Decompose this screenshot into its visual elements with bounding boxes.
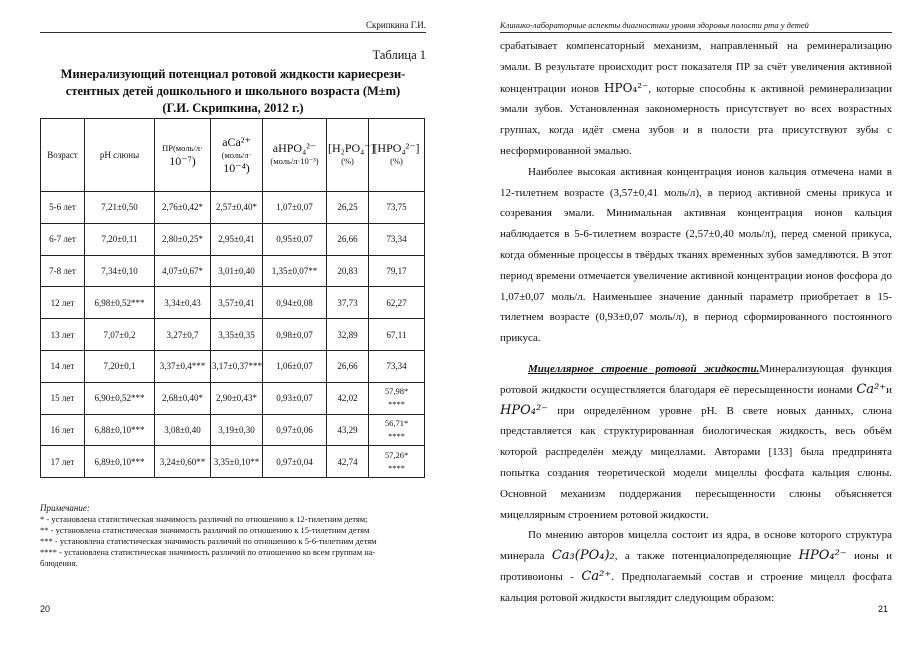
cell-h2po: 26,66 [327,350,369,382]
cell-hpo-value: 56,71* [384,417,409,428]
cell-pr: 4,07±0,67* [155,255,211,287]
notes-title: Примечание: [40,503,90,513]
p4-text-c: ионы и противоионы - [500,550,892,583]
table-title-line: стентных детей дошкольного и школьного возраста (M±m) [65,84,401,98]
cell-ph: 7,20±0,1 [85,350,155,382]
cell-aca: 2,57±0,40* [211,192,263,224]
header-hpo-main: [HPO₄²⁻] [373,141,420,155]
header-pr-main: ПР(моль/л· [162,143,203,153]
p4-text-a: По мнению авторов мицелла состоит из ядра, в основе которого структура минерала [500,529,892,563]
cell-pr: 2,68±0,40* [155,382,211,414]
table-header-row [41,119,425,192]
cell-aca: 3,17±0,37*** [211,350,263,382]
cell-ph: 7,21±0,50 [85,192,155,224]
p3-text-b: при определённом уровне рН. В свете новых данных, слюна представляется как структурированная биологическая жидкость, весь объём которой распределён между мицеллами. Авторами [133] была предпринята попытка создания теоретической модели мицеллы фосфата кальция слюны. Основной механизм поддержания пересыщенности слюны объясняется мицеллярным строением ротовой жидкости. [500,404,892,521]
cell-ahpo: 0,93±0,07 [263,382,327,414]
paragraph-2: Наиболее высокая активная концентрация ионов кальция отмечена нами в 12-тилетнем возрасте (3,57±0,41 моль/л), в период активной смены прикуса и созревания эмали. Минимальная активная концентрация ионов кальция наблюдается в 5-6-тилетнем возрасте (2,57±0,40 моль/л), перед сменой прикуса, когда обменные процессы в твёрдых тканях временных зубов замедляются. В этот период времени отмечается увеличение активной концентрации ионов фосфора до 1,07±0,07 моль/л. Наименьшее значение данный параметр приобретает в 15-тилетнем возрасте (0,93±0,07 моль/л), в период сформированного постоянного прикуса. [500,165,892,345]
p1-text-a: срабатывает компенсаторный механизм, направленный на реминерализацию эмали. В результате происходит рост показателя ПР за счёт увеличения активной концентрации ионов [500,40,892,95]
table-row [41,319,425,351]
cell-hpo: 73,34 [369,223,425,255]
table-title-line: (Г.И. Скрипкина, 2012 г.) [162,101,304,115]
cell-age: 7-8 лет [41,255,85,287]
cell-age: 13 лет [41,319,85,351]
body-text [500,36,892,609]
note-line: * - установлена статистическая значимость различий по отношению к 12-тилетним детям; [40,514,368,524]
cell-hpo-value: 57,98* [384,386,409,397]
cell-pr: 3,24±0,60** [155,446,211,478]
header-age: Возраст [41,119,85,192]
cell-h2po: 32,89 [327,319,369,351]
cell-age: 16 лет [41,414,85,446]
cell-h2po: 26,25 [327,192,369,224]
table-row [41,223,425,255]
cell-hpo-mark: **** [388,462,405,473]
ion-hpo4: HPO₄²⁻ [798,548,847,564]
cell-ph: 6,89±0,10*** [85,446,155,478]
note-line: **** - установлена статистическая значимость различий по отношению ко всем группам на- [40,547,376,557]
cell-hpo: 73,75 [369,192,425,224]
cell-ahpo: 1,35±0,07** [263,255,327,287]
header-ph: рН слюны [85,119,155,192]
paragraph-gap [500,349,892,359]
mineralizing-potential-table [40,118,425,478]
cell-hpo-value: 57,26* [384,449,409,460]
cell-ahpo: 1,06±0,07 [263,350,327,382]
ion-ca: Ca²⁺ [856,381,887,397]
header-h2po [327,119,375,192]
note-line: ** - установлена статистическая значимость различий по отношению к 15-тилетним детям [40,525,370,535]
cell-ph: 7,20±0,11 [85,223,155,255]
cell-hpo [369,382,425,414]
page-number-left: 20 [40,604,51,614]
cell-ahpo: 0,97±0,04 [263,446,327,478]
cell-aca: 3,57±0,41 [211,287,263,319]
table-row [41,192,425,224]
header-aca-main: aCa²⁺ [222,134,251,149]
cell-age: 15 лет [41,382,85,414]
header-ahpo-sub: (моль/л·10⁻³) [270,156,319,166]
cell-pr: 2,80±0,25* [155,223,211,255]
cell-ahpo: 0,94±0,08 [263,287,327,319]
cell-hpo-mark: **** [388,430,405,441]
header-pr-exp: 10⁻⁷) [169,154,196,168]
cell-hpo [369,446,425,478]
cell-ahpo: 1,07±0,07 [263,192,327,224]
running-head-right: Клинико-лабораторные аспекты диагностики уровня здоровья полости рта у детей [500,20,892,33]
ion-hpo4: HPO₄²⁻ [500,402,549,418]
p1-text-b: , которые способны к активной реминерализации эмали зубов. Установленная закономерность присутствует во всех возрастных группах, когда идёт смена зубов и в полости рта присутствуют зубы с несформированной эмалью. [500,82,892,157]
cell-age: 12 лет [41,287,85,319]
header-ahpo [263,119,327,192]
cell-pr: 3,08±0,40 [155,414,211,446]
cell-ph: 7,34±0,10 [85,255,155,287]
cell-hpo: 79,17 [369,255,425,287]
running-head-left: Скрипкина Г.И. [40,20,426,33]
note-line: блюдения. [40,558,78,568]
table-label: Таблица 1 [372,48,426,62]
header-h2po-main: [H₂PO₄⁻] [328,141,375,155]
cell-aca: 2,90±0,43* [211,382,263,414]
p4-text-d: . Предполагаемый состав и строение мицелл фосфата кальция ротовой жидкости выглядит следующим образом: [500,570,892,604]
table-row [41,414,425,446]
cell-age: 17 лет [41,446,85,478]
header-hpo-sub: (%) [390,156,403,166]
cell-hpo-mark: **** [388,399,405,410]
header-pr [155,119,211,192]
cell-ahpo: 0,98±0,07 [263,319,327,351]
cell-age: 5-6 лет [41,192,85,224]
cell-ph: 6,88±0,10*** [85,414,155,446]
cell-h2po: 43,29 [327,414,369,446]
p4-text-b: , а также потенциалопределяющие [614,550,799,563]
table-title [40,66,426,117]
paragraph-1 [500,36,892,162]
header-hpo [369,119,425,192]
table-row [41,382,425,414]
table-row [41,287,425,319]
cell-pr: 3,34±0,43 [155,287,211,319]
header-aca-exp: 10⁻⁴) [223,160,250,175]
cell-ahpo: 0,95±0,07 [263,223,327,255]
cell-age: 14 лет [41,350,85,382]
table-title-line: Минерализующий потенциал ротовой жидкости кариесрези- [60,67,406,81]
cell-ph: 7,07±0,2 [85,319,155,351]
cell-age: 6-7 лет [41,223,85,255]
table-notes [40,503,426,569]
header-aca-sub: (моль/л· [221,149,252,160]
mineral-formula: Ca₃(PO₄)₂ [551,548,615,564]
cell-h2po: 37,73 [327,287,369,319]
cell-ahpo: 0,97±0,06 [263,414,327,446]
cell-hpo: 73,34 [369,350,425,382]
cell-aca: 3,19±0,30 [211,414,263,446]
cell-h2po: 42,02 [327,382,369,414]
paragraph-3 [500,359,892,525]
cell-aca: 3,01±0,40 [211,255,263,287]
cell-ph: 6,98±0,52*** [85,287,155,319]
cell-hpo [369,414,425,446]
table-row [41,255,425,287]
ion-ca: Ca²⁺ [581,568,612,584]
paragraph-4 [500,525,892,608]
page-number-right: 21 [878,604,889,614]
cell-hpo: 62,27 [369,287,425,319]
p3-and: и [886,383,892,396]
right-page [458,0,916,650]
cell-pr: 2,76±0,42* [155,192,211,224]
cell-aca: 2,95±0,41 [211,223,263,255]
cell-ph: 6,90±0,52*** [85,382,155,414]
header-aca [211,119,263,192]
cell-aca: 3,35±0,35 [211,319,263,351]
cell-pr: 3,27±0,7 [155,319,211,351]
table-row [41,446,425,478]
cell-pr: 3,37±0,4*** [155,350,211,382]
cell-aca: 3,35±0,10** [211,446,263,478]
p3-text-a: Минерализующая функция ротовой жидкости осуществляется благодаря её пересыщенности ионами [500,362,892,396]
ion-hpo4: HPO₄²⁻ [604,80,649,95]
cell-h2po: 42,74 [327,446,369,478]
cell-h2po: 26,66 [327,223,369,255]
note-line: *** - установлена статистическая значимость различий по отношению к 5-6-тилетним детям [40,536,377,546]
cell-hpo: 67,11 [369,319,425,351]
header-h2po-sub: (%) [341,156,354,166]
section-heading-micellar: Мицеллярное строение ротовой жидкости. [528,362,760,375]
table-row [41,350,425,382]
header-ahpo-main: aHPO₄²⁻ [272,141,317,155]
cell-h2po: 20,83 [327,255,369,287]
